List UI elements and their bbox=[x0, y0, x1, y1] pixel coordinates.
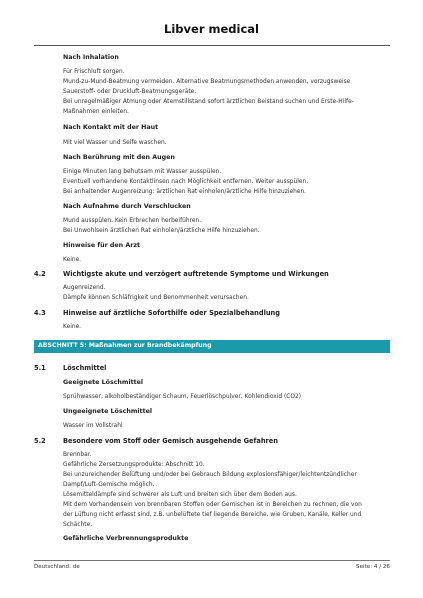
suitable-extinguishers-line: Sprühwasser, alkoholbeständiger Schaum, Feuerlöschpulver, Kohlendioxid (CO2) bbox=[63, 394, 302, 400]
section-5-2-line: Lösemitteldämpfe sind schwerer als Luft und breiten sich über dem Boden aus. bbox=[63, 492, 297, 498]
inhalation-line: Maßnahmen einleiten. bbox=[63, 109, 129, 115]
inhalation-heading: Nach Inhalation bbox=[63, 54, 119, 61]
section-4-3-line: Keine. bbox=[63, 324, 82, 330]
document-title: Libver medical bbox=[164, 22, 259, 36]
header-divider bbox=[34, 45, 390, 46]
section-5-2-line: Schächte. bbox=[63, 522, 93, 528]
inhalation-line: Mund-zu-Mund-Beatmung vermeiden. Alternative Beatmungsmethoden anwenden, vorzugsweise bbox=[63, 79, 351, 85]
footer-divider bbox=[34, 560, 390, 561]
section-5-2-line: der Lüftung nicht erfasst sind, z.B. unbelüftete tief liegende Bereiche, wie Gruben, Kanäle, Keller und bbox=[63, 512, 362, 518]
section-4-2-heading: Wichtigste akute und verzögert auftretende Symptome und Wirkungen bbox=[63, 270, 329, 278]
section-5-title: ABSCHNITT 5: Maßnahmen zur Brandbekämpfung bbox=[38, 342, 212, 349]
eyes-line: Einige Minuten lang behutsam mit Wasser ausspülen. bbox=[63, 169, 222, 175]
inhalation-line: Bei unregelmäßiger Atmung oder Atemstillstand sofort ärztlichen Beistand suchen und Erste-Hilfe- bbox=[63, 99, 354, 105]
section-5-2-line: Mit dem Vorhandensein von brennbaren Stoffen oder Gemischen ist in Bereichen zu rechnen, die von bbox=[63, 502, 362, 508]
skin-line: Mit viel Wasser und Seife waschen. bbox=[63, 140, 167, 146]
ingestion-line: Mund ausspülen. Kein Erbrechen herbeiführen. bbox=[63, 218, 202, 224]
section-4-2-line: Dämpfe können Schläfrigkeit und Benommenheit verursachen. bbox=[63, 295, 249, 301]
section-number: 5.2 bbox=[34, 437, 46, 445]
inhalation-line: Für Frischluft sorgen. bbox=[63, 69, 125, 75]
section-4-2-line: Augenreizend. bbox=[63, 285, 106, 291]
section-5-2-line: Brennbar. bbox=[63, 452, 92, 458]
combustion-products-heading: Gefährliche Verbrennungsprodukte bbox=[63, 535, 189, 542]
unsuitable-extinguishers-heading: Ungeeignete Löschmittel bbox=[63, 408, 153, 415]
doctor-heading: Hinweise für den Arzt bbox=[63, 242, 140, 249]
section-5-1-heading: Löschmittel bbox=[63, 364, 107, 372]
section-5-2-line: Bei unzureichender Belüftung und/oder bei Gebrauch Bildung explosionsfähiger/leichtentzündlicher bbox=[63, 472, 357, 478]
doctor-line: Keine. bbox=[63, 257, 82, 263]
suitable-extinguishers-heading: Geeignete Löschmittel bbox=[63, 379, 144, 386]
section-5-2-line: Gefährliche Zersetzungsprodukte: Abschnitt 10. bbox=[63, 462, 205, 468]
ingestion-heading: Nach Aufnahme durch Verschlucken bbox=[63, 203, 191, 210]
page-number: Seite: 4 / 26 bbox=[356, 564, 390, 570]
section-5-2-line: Dampf/Luft-Gemische möglich. bbox=[63, 482, 155, 488]
unsuitable-extinguishers-line: Wasser im Vollstrahl bbox=[63, 423, 123, 429]
section-number: 5.1 bbox=[34, 364, 46, 372]
section-5-header-bar bbox=[34, 340, 390, 353]
inhalation-line: Sauerstoff- oder Druckluft-Beatmungsgeräte. bbox=[63, 89, 197, 95]
section-number: 4.2 bbox=[34, 270, 46, 278]
eyes-heading: Nach Berührung mit den Augen bbox=[63, 154, 175, 161]
section-number: 4.3 bbox=[34, 309, 46, 317]
skin-heading: Nach Kontakt mit der Haut bbox=[63, 124, 159, 131]
ingestion-line: Bei Unwohlsein ärztlichen Rat einholen/ärztliche Hilfe hinzuziehen. bbox=[63, 228, 260, 234]
section-4-3-heading: Hinweise auf ärztliche Soforthilfe oder Spezialbehandlung bbox=[63, 309, 280, 317]
section-5-2-heading: Besondere vom Stoff oder Gemisch ausgehende Gefahren bbox=[63, 437, 278, 445]
eyes-line: Bei anhaltender Augenreizung: ärztlichen Rat einholen/ärztliche Hilfe hinzuziehen. bbox=[63, 189, 307, 195]
footer-country: Deutschland: de bbox=[34, 564, 80, 570]
eyes-line: Eventuell vorhandene Kontaktlinsen nach Möglichkeit entfernen. Weiter ausspülen. bbox=[63, 179, 309, 185]
page-header bbox=[0, 0, 423, 49]
